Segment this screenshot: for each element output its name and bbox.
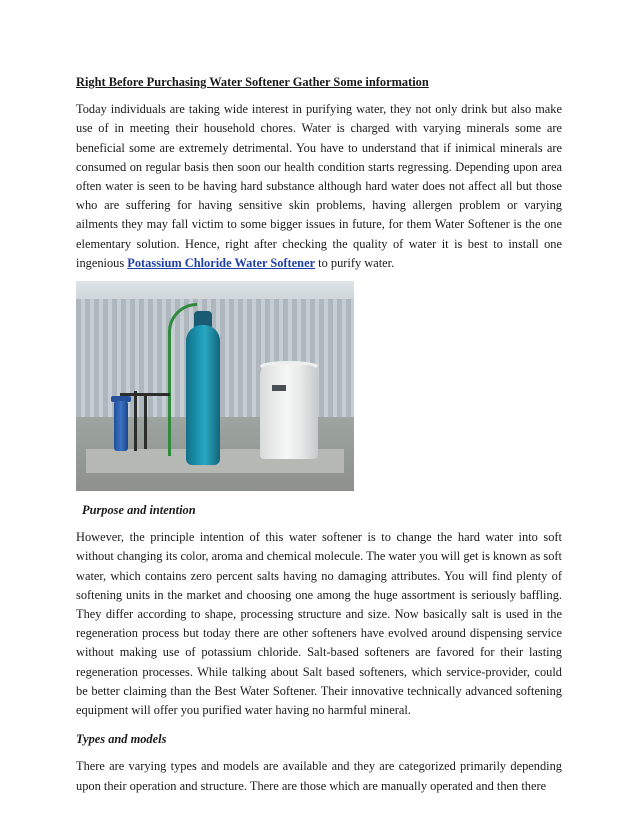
intro-paragraph [76, 100, 562, 273]
photo-pipe [144, 393, 147, 449]
photo-white-brine-tank [260, 365, 318, 459]
intro-text: Today individuals are taking wide interest in purifying water, they not only drink but also make use of in meeting their household chores. Water is charged with varying minerals some are beneficial some are extremely detrimental. You have to understand that if inimical minerals are consumed on regular basis then soon our health condition starts regressing. Depending upon area often water is seen to be having hard substance although hard water does not affect all but those who are suffering for having sensitive skin problems, having allergen problem or varying ailments they may fall victim to some bigger issues in future, for them Water Softener is the one elementary solution. Hence, right after checking the quality of water it is best to install one ingenious [76, 102, 562, 270]
intro-text-end: to purify water. [315, 255, 395, 270]
photo-filter-housing [114, 401, 128, 451]
section-title-purpose: Purpose and intention [82, 503, 196, 518]
section-body-purpose: However, the principle intention of this water softener is to change the hard water into soft without changing its color, aroma and chemical molecule. The water you will get is known as soft water, which contains zero percent salts having no damaging attributes. You will find plenty of softening units in the market and choosing one among the huge assortment is seriously baffling. They differ according to shape, processing structure and size. Now basically salt is used in the regeneration process but today there are other softeners have evolved around dispensing service without making use of potassium chloride. Salt-based softeners are favored for their lasting regeneration processes. While talking about Salt based softeners, which service-provider, could be better claiming than the Best Water Softener. Their innovative technically advanced softening equipment will offer you purified water having no harmful mineral. [76, 530, 562, 718]
section-body-types: There are varying types and models are available and they are categorized primarily depending upon their operation and structure. There are those which are manually operated and then there [76, 759, 562, 793]
photo-pipe [134, 391, 137, 451]
potassium-chloride-link[interactable]: Potassium Chloride Water Softener [127, 255, 316, 270]
document-heading: Right Before Purchasing Water Softener Gather Some information [76, 75, 429, 89]
section-title-types: Types and models [76, 732, 167, 747]
photo-blue-resin-tank [186, 325, 220, 465]
water-softener-photo [76, 281, 354, 491]
photo-tank-label [272, 385, 286, 391]
document-content [76, 73, 562, 804]
